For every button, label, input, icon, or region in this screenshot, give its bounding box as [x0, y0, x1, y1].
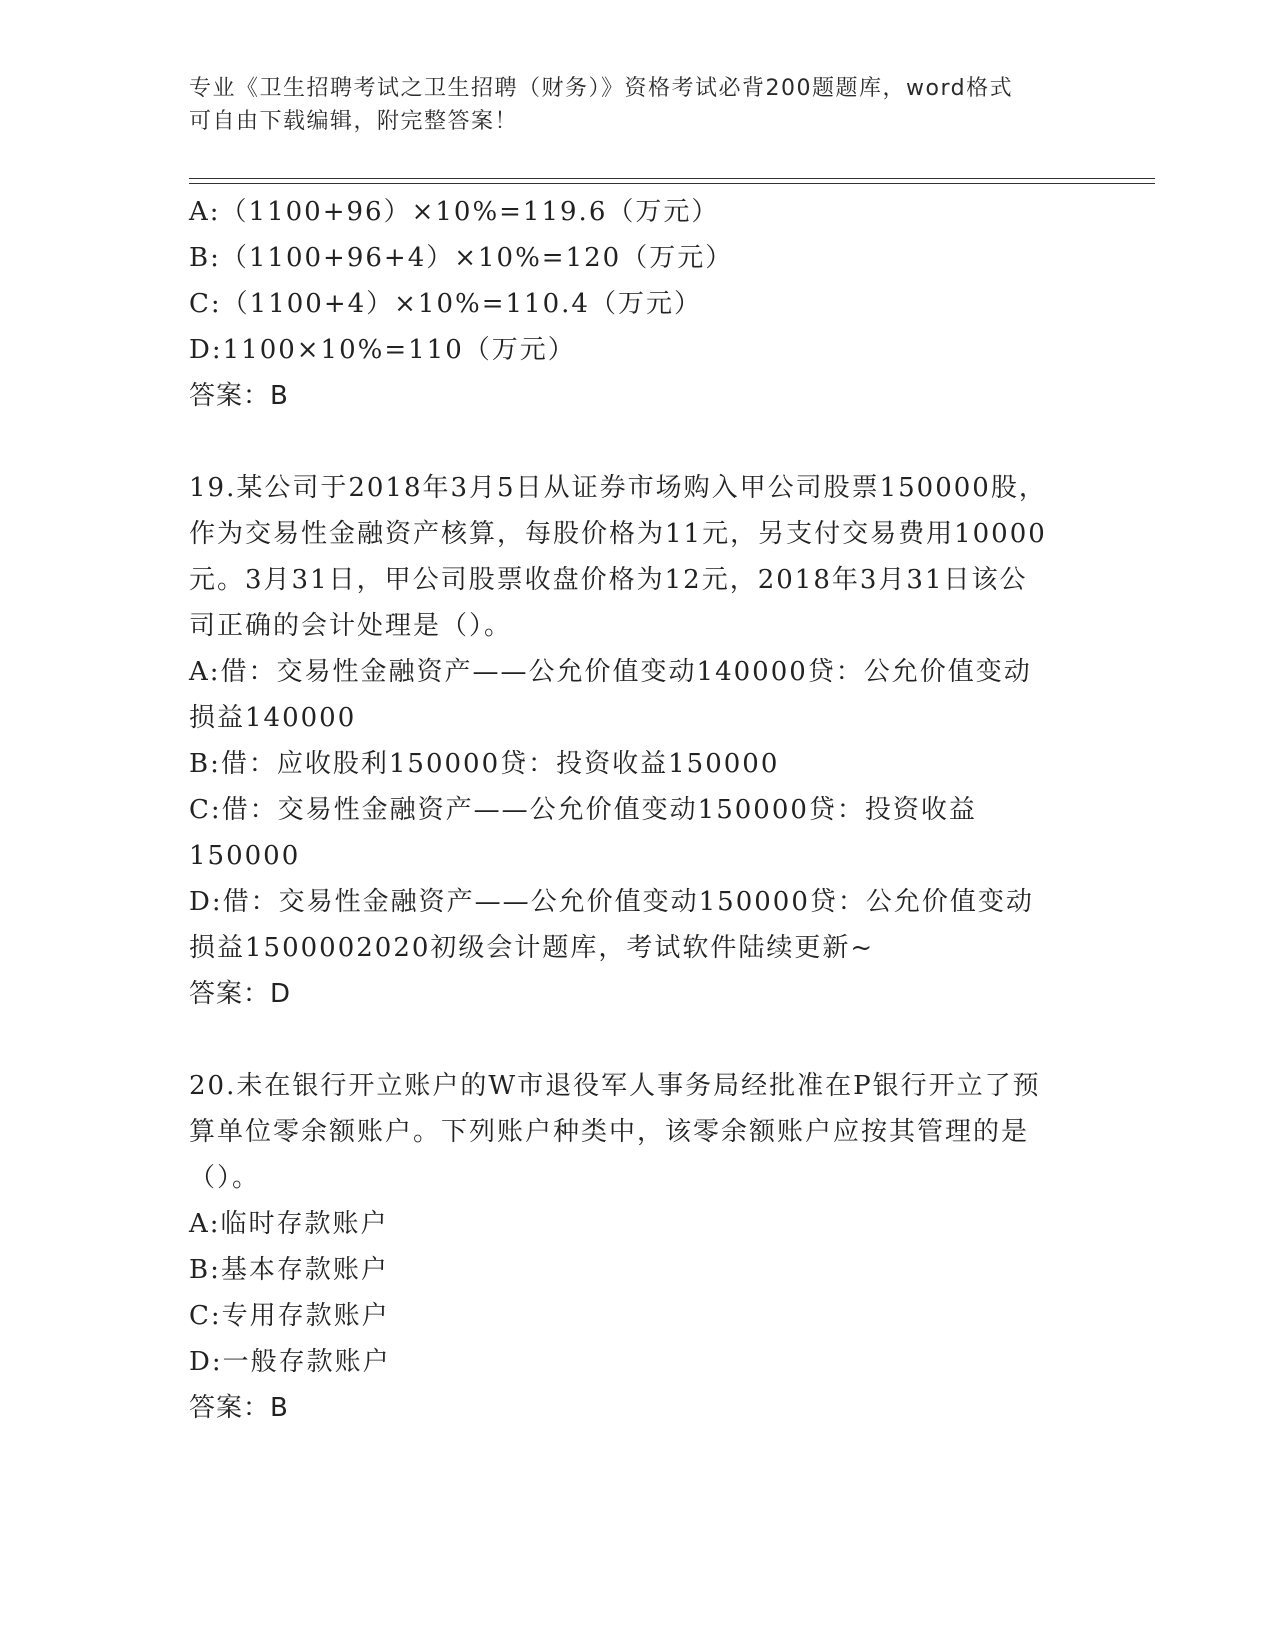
question-stem-line: 元。3月31日，甲公司股票收盘价格为12元，2018年3月31日该公: [189, 565, 1028, 595]
header-divider-bottom: [189, 183, 1155, 184]
header-line-2: 可自由下载编辑，附完整答案！: [189, 109, 519, 134]
option-c-continued: 150000: [189, 841, 301, 871]
answer: 答案：D: [189, 979, 292, 1009]
option-b: B:基本存款账户: [189, 1255, 389, 1285]
option-d-continued: 损益1500002020初级会计题库，考试软件陆续更新~: [189, 933, 875, 963]
question-stem-line: 算单位零余额账户。下列账户种类中，该零余额账户应按其管理的是: [189, 1117, 1030, 1147]
answer: 答案：B: [189, 1393, 289, 1423]
option-d: D:一般存款账户: [189, 1347, 391, 1377]
document-body: [189, 189, 1089, 1431]
document-header: [189, 72, 1089, 138]
spacer: [189, 1017, 1089, 1063]
option-c: C:借：交易性金融资产——公允价值变动150000贷：投资收益: [189, 795, 977, 825]
option-a: A:借：交易性金融资产——公允价值变动140000贷：公允价值变动: [189, 657, 1032, 687]
question-stem-line: （）。: [189, 1163, 261, 1193]
option-c: C:专用存款账户: [189, 1301, 390, 1331]
option-b: B:借：应收股利150000贷：投资收益150000: [189, 749, 780, 779]
question-19: [189, 465, 1089, 1017]
question-stem-line: 司正确的会计处理是（）。: [189, 611, 513, 641]
option-a: A:临时存款账户: [189, 1209, 389, 1239]
answer: 答案：B: [189, 381, 289, 411]
header-line-1: 专业《卫生招聘考试之卫生招聘（财务）》资格考试必背200题题库，word格式: [189, 76, 1014, 101]
question-20: [189, 1063, 1089, 1431]
header-divider-top: [189, 178, 1155, 179]
option-a: A:（1100+96）×10%=119.6（万元）: [189, 197, 720, 227]
question-stem-line: 作为交易性金融资产核算，每股价格为11元，另支付交易费用10000: [189, 519, 1047, 549]
option-d: D:1100×10%=110（万元）: [189, 335, 576, 365]
option-a-continued: 损益140000: [189, 703, 357, 733]
previous-question: [189, 189, 1089, 419]
spacer: [189, 419, 1089, 465]
question-stem-line: 20.未在银行开立账户的W市退役军人事务局经批准在P银行开立了预: [189, 1071, 1041, 1101]
option-c: C:（1100+4）×10%=110.4（万元）: [189, 289, 702, 319]
question-stem-line: 19.某公司于2018年3月5日从证券市场购入甲公司股票150000股，: [189, 473, 1047, 503]
option-d: D:借：交易性金融资产——公允价值变动150000贷：公允价值变动: [189, 887, 1034, 917]
option-b: B:（1100+96+4）×10%=120（万元）: [189, 243, 734, 273]
